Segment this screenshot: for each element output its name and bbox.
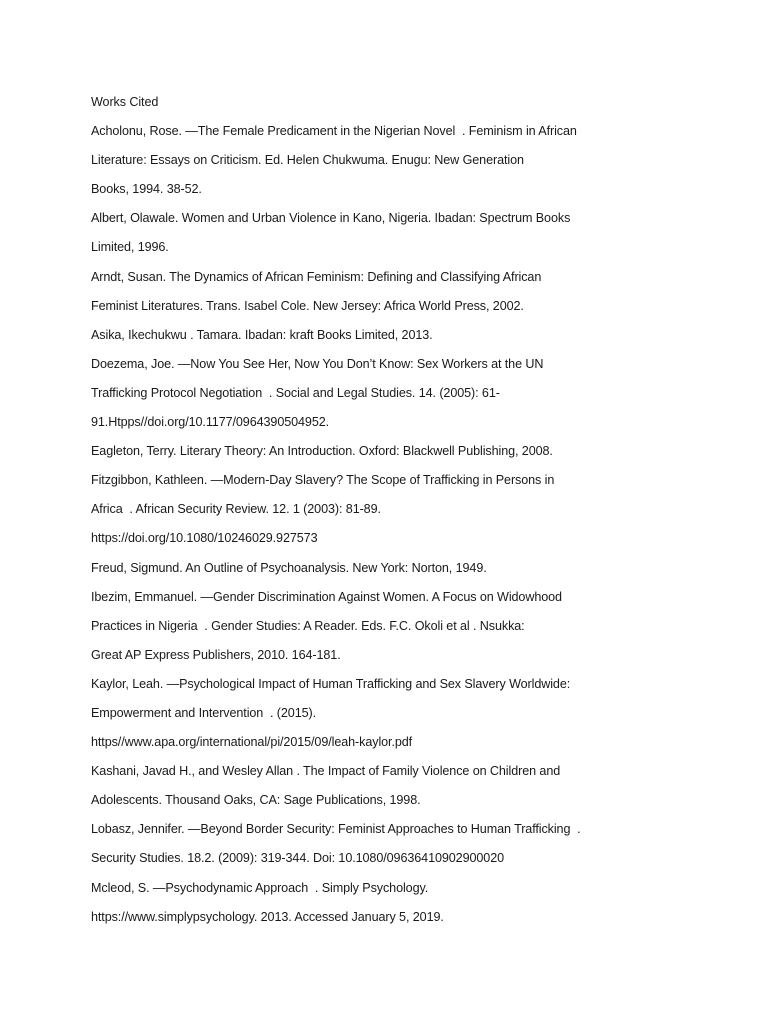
works-cited-text bbox=[91, 92, 731, 936]
citation-line: Practices in Nigeria . Gender Studies: A Reader. Eds. F.C. Okoli et al . Nsukka: bbox=[91, 618, 525, 633]
citation-line: Doezema, Joe. —Now You See Her, Now You Don’t Know: Sex Workers at the UN bbox=[91, 356, 544, 371]
citation-line: Feminist Literatures. Trans. Isabel Cole. New Jersey: Africa World Press, 2002. bbox=[91, 298, 524, 313]
citation-line: Lobasz, Jennifer. —Beyond Border Security: Feminist Approaches to Human Trafficking . bbox=[91, 822, 581, 837]
citation-line: Security Studies. 18.2. (2009): 319-344. Doi: 10.1080/09636410902900020 bbox=[91, 851, 505, 866]
citation-link: 91.Htpps//doi.org/10.1177/0964390504952. bbox=[91, 415, 330, 430]
citation-link: https://doi.org/10.1080/10246029.927573 bbox=[91, 531, 318, 546]
citation-line: Freud, Sigmund. An Outline of Psychoanalysis. New York: Norton, 1949. bbox=[91, 560, 487, 575]
citation-line: Fitzgibbon, Kathleen. —Modern-Day Slavery? The Scope of Trafficking in Persons in bbox=[91, 473, 555, 488]
citation-line: Mcleod, S. —Psychodynamic Approach . Simply Psychology. bbox=[91, 880, 429, 895]
citation-line: Great AP Express Publishers, 2010. 164-181. bbox=[91, 647, 341, 662]
citation-line: Books, 1994. 38-52. bbox=[91, 182, 202, 197]
citation-link: https://www.simplypsychology. 2013. Accessed January 5, 2019. bbox=[91, 909, 444, 924]
citation-line: Albert, Olawale. Women and Urban Violence in Kano, Nigeria. Ibadan: Spectrum Books bbox=[91, 211, 571, 226]
works-cited-heading: Works Cited bbox=[91, 95, 159, 109]
citation-line: Eagleton, Terry. Literary Theory: An Introduction. Oxford: Blackwell Publishing, 2008. bbox=[91, 444, 553, 459]
citation-line: Asika, Ikechukwu . Tamara. Ibadan: kraft Books Limited, 2013. bbox=[91, 327, 433, 342]
citation-line: Arndt, Susan. The Dynamics of African Feminism: Defining and Classifying African bbox=[91, 269, 542, 284]
citation-line: Adolescents. Thousand Oaks, CA: Sage Publications, 1998. bbox=[91, 793, 421, 808]
citation-link: https//www.apa.org/international/pi/2015/09/leah-kaylor.pdf bbox=[91, 735, 413, 750]
citation-line: Kaylor, Leah. —Psychological Impact of Human Trafficking and Sex Slavery Worldwide: bbox=[91, 676, 571, 691]
citation-line: Ibezim, Emmanuel. —Gender Discrimination Against Women. A Focus on Widowhood bbox=[91, 589, 562, 604]
citation-line: Empowerment and Intervention . (2015). bbox=[91, 705, 317, 720]
citation-line: Limited, 1996. bbox=[91, 240, 169, 255]
citation-line: Trafficking Protocol Negotiation . Social and Legal Studies. 14. (2005): 61- bbox=[91, 385, 500, 400]
citation-line: Africa . African Security Review. 12. 1 (2003): 81-89. bbox=[91, 502, 381, 517]
citation-line: Kashani, Javad H., and Wesley Allan . The Impact of Family Violence on Children and bbox=[91, 764, 561, 779]
citation-line: Acholonu, Rose. —The Female Predicament in the Nigerian Novel . Feminism in African bbox=[91, 124, 577, 139]
citation-line: Literature: Essays on Criticism. Ed. Helen Chukwuma. Enugu: New Generation bbox=[91, 153, 524, 168]
